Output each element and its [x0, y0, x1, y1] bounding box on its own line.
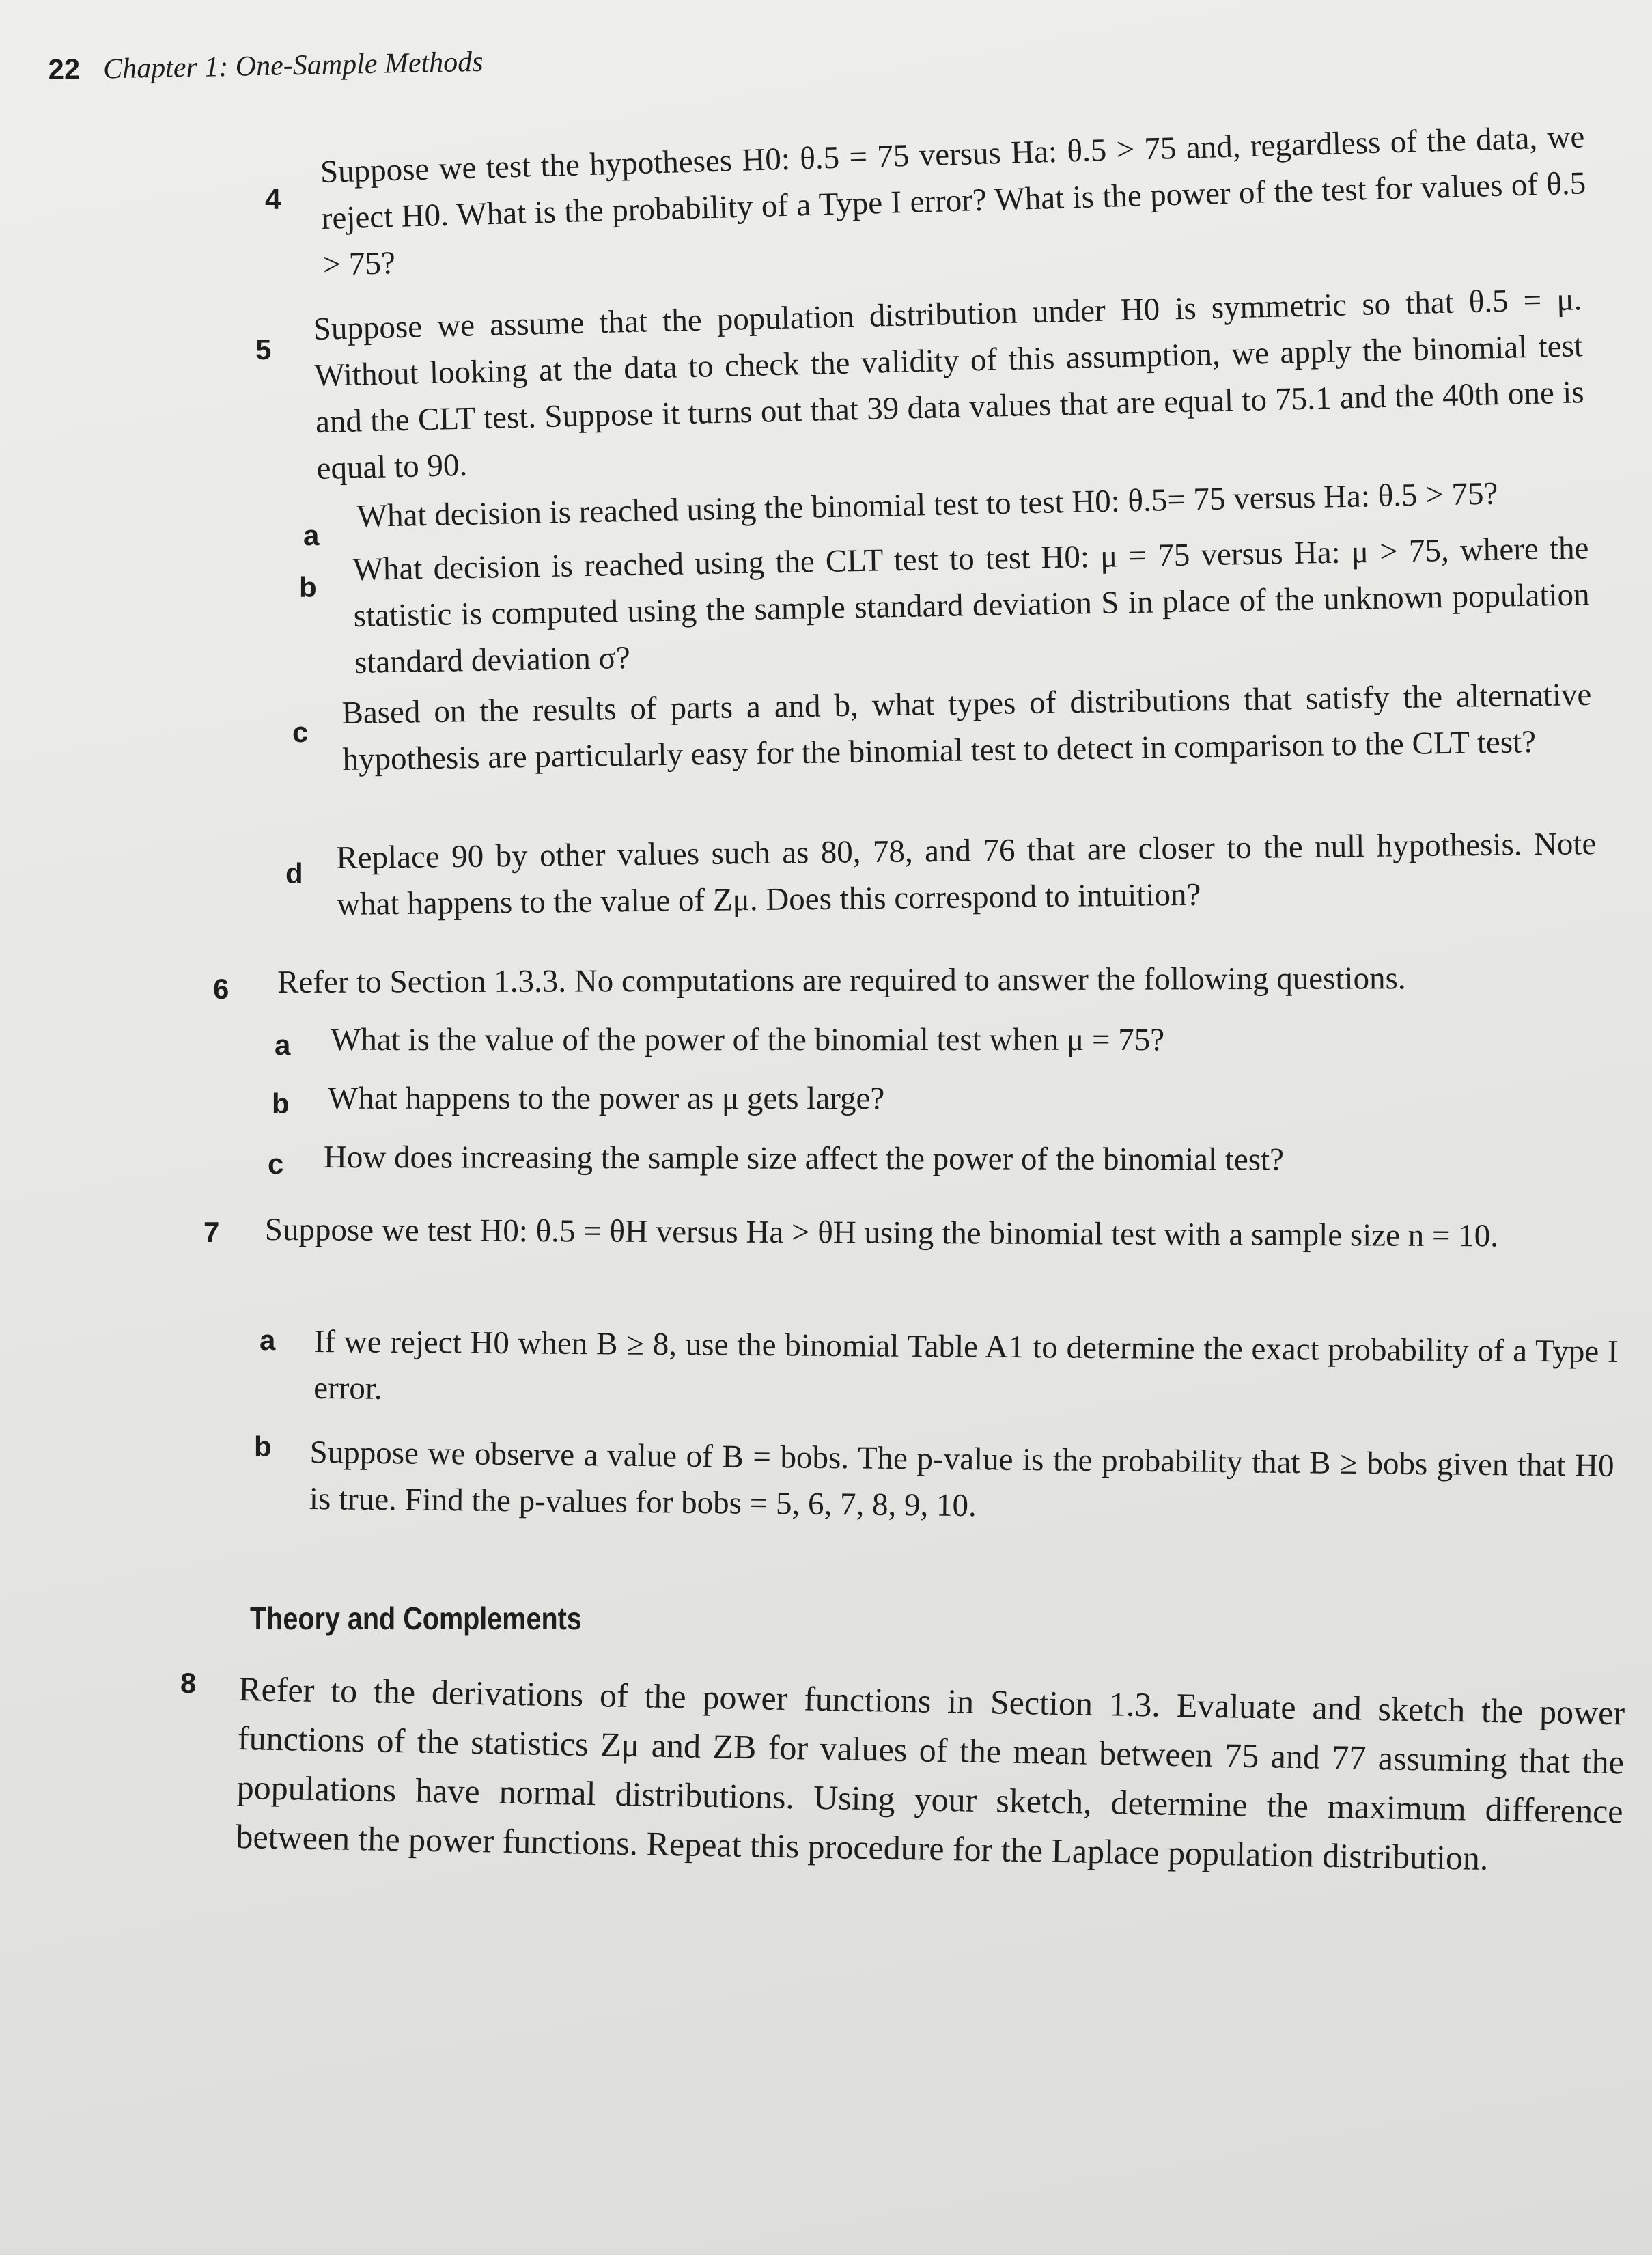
part-label: a	[303, 519, 320, 551]
exercise-6a-text: What is the value of the power of the binomial test when μ = 75?	[331, 1022, 1165, 1057]
part-label: d	[285, 857, 303, 889]
exercise-number: 7	[204, 1216, 220, 1248]
exercise-5c-text: Based on the results of parts a and b, what types of distributions that satisfy the alternative hypothesis are particularly easy for the binomial test to detect in comparison to the CLT test?	[341, 676, 1592, 777]
exercise-5b-text: What decision is reached using the CLT test to test H0: μ = 75 versus Ha: μ > 75, where the statistic is computed using the sample standard deviation S in place of the unknown population standard deviation σ?	[352, 530, 1590, 680]
part-label: a	[275, 1029, 291, 1061]
exercise-6b-text: What happens to the power as μ gets large?	[328, 1081, 885, 1116]
exercise-number: 5	[255, 333, 272, 365]
exercise-7-text: Suppose we test H0: θ.5 = θH versus Ha > θH using the binomial test with a sample size n = 10.	[264, 1211, 1499, 1254]
exercise-7b-text: Suppose we observe a value of B = bobs. The p-value is the probability that B ≥ bobs given that H0 is true. Find the p-values for bobs = 5, 6, 7, 8, 9, 10.	[309, 1434, 1614, 1524]
chapter-title: Chapter 1: One-Sample Methods	[102, 46, 484, 85]
exercise-5d-text: Replace 90 by other values such as 80, 78, and 76 that are closer to the null hypothesis. Note what happens to the value of Zμ. Does this correspond to intuition?	[336, 826, 1597, 922]
exercise-6c-text: How does increasing the sample size affect the power of the binomial test?	[323, 1139, 1285, 1178]
exercise-6-text: Refer to Section 1.3.3. No computations are required to answer the following questions.	[277, 960, 1406, 1000]
exercise-7a-text: If we reject H0 when B ≥ 8, use the binomial Table A1 to determine the exact probability of a Type I error.	[313, 1323, 1619, 1407]
exercise-5-text: Suppose we assume that the population distribution under H0 is symmetric so that θ.5 = μ. Without looking at the data to check the validity of this assumption, we apply the binomial test and the CLT test. Suppose it turns out that 39 data values that are equal to 75.1 and the 40th one is equal to 90.	[313, 281, 1585, 486]
exercise-number: 8	[180, 1667, 197, 1699]
part-label: c	[268, 1148, 284, 1180]
part-label: b	[254, 1430, 272, 1463]
exercise-8-text: Refer to the derivations of the power functions in Section 1.3. Evaluate and sketch the power functions of the statistics Zμ and ZB for values of the mean between 75 and 77 assuming that the populations have normal distributions. Using your sketch, determine the maximum difference between the power functions. Repeat this procedure for the Laplace population distribution.	[236, 1669, 1625, 1877]
exercise-4-text: Suppose we test the hypotheses H0: θ.5 = 75 versus Ha: θ.5 > 75 and, regardless of the data, we reject H0. What is the probability of a Type I error? What is the power of the test for values of θ.5 > 75?	[320, 119, 1586, 283]
exercise-number: 4	[265, 183, 281, 215]
part-label: a	[260, 1324, 276, 1356]
exercise-number: 6	[213, 973, 229, 1005]
part-label: b	[272, 1088, 290, 1120]
page-number: 22	[48, 53, 81, 85]
part-label: c	[292, 716, 309, 748]
part-label: b	[299, 571, 317, 603]
exercise-5a-text: What decision is reached using the binomial test to test H0: θ.5= 75 versus Ha: θ.5 > 75?	[356, 475, 1498, 534]
section-heading: Theory and Complements	[250, 1601, 582, 1636]
